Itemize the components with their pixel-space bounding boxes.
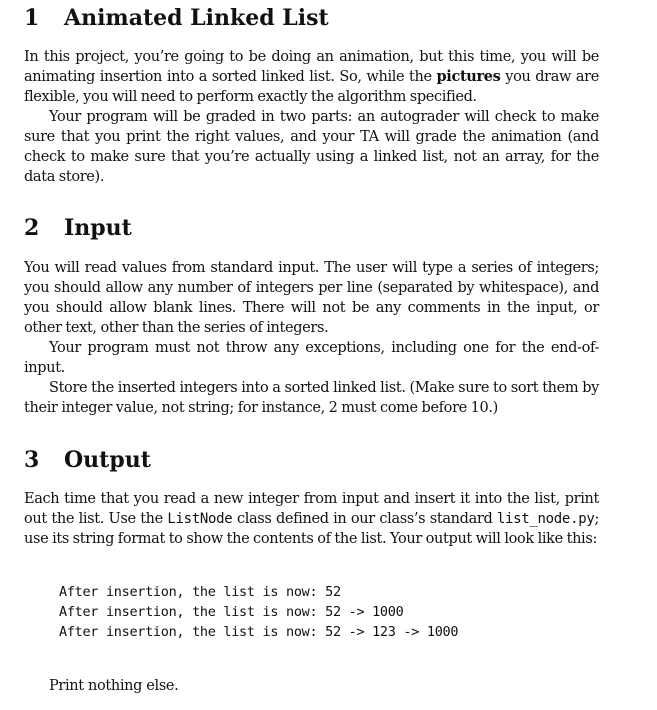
section-2-paragraph-1: You will read values from standard input. The user will type a series of integers; you should allow any number of integers per line (separated by whitespace), and you should allow blank lines. There will not be any comments in the input, or other text, other than the series of integers. bbox=[24, 260, 599, 336]
section-3-paragraph-1-text-a: Each time that you read a new integer from input and insert it into the list, print out the list. Use the bbox=[24, 491, 599, 527]
section-3-title: Output bbox=[64, 447, 151, 473]
code-line-1: After insertion, the list is now: 52 bbox=[59, 584, 341, 600]
section-3-paragraph-1-text-b: class defined in our class’s standard bbox=[232, 511, 497, 527]
section-2-paragraph-2: Your program must not throw any exceptions, including one for the end-of-input. bbox=[24, 340, 599, 376]
section-1-title: Animated Linked List bbox=[64, 5, 329, 31]
section-1-paragraph-2: Your program will be graded in two parts: an autograder will check to make sure that you print the right values, and your TA will grade the animation (and check to make sure that you’re actually using a linked list, not an array, for the data store). bbox=[24, 109, 599, 185]
section-1-paragraph-1 bbox=[24, 47, 599, 107]
section-3-paragraph-1 bbox=[24, 489, 599, 549]
section-2-title: Input bbox=[64, 215, 132, 241]
sample-output-code-block bbox=[59, 582, 458, 642]
section-1-paragraph-1-text-b: you draw are flexible, you will need to perform exactly the algorithm specified. bbox=[24, 69, 599, 105]
section-2-number: 2 bbox=[24, 215, 40, 241]
section-1-number: 1 bbox=[24, 5, 40, 31]
inline-code-listnode: ListNode bbox=[167, 511, 233, 527]
section-3-heading bbox=[24, 446, 151, 474]
section-1-paragraph-1-text-a: In this project, you’re going to be doing an animation, but this time, you will be animating insertion into a sorted linked list. So, while the bbox=[24, 49, 599, 85]
code-line-3: After insertion, the list is now: 52 -> 123 -> 1000 bbox=[59, 624, 459, 640]
inline-code-list-node-py: list_node.py bbox=[496, 511, 595, 527]
section-3-number: 3 bbox=[24, 447, 40, 473]
section-1-heading bbox=[24, 4, 329, 32]
code-line-2: After insertion, the list is now: 52 -> 1000 bbox=[59, 604, 404, 620]
section-2-heading bbox=[24, 214, 132, 242]
section-3-paragraph-1-text-c: ; use its string format to show the contents of the list. Your output will look like this: bbox=[24, 511, 599, 547]
section-2-paragraph-3: Store the inserted integers into a sorted linked list. (Make sure to sort them by their integer value, not string; for instance, 2 must come before 10.) bbox=[24, 380, 599, 416]
closing-instruction: Print nothing else. bbox=[49, 678, 179, 694]
section-1-emphasis-pictures: pictures bbox=[436, 68, 501, 85]
